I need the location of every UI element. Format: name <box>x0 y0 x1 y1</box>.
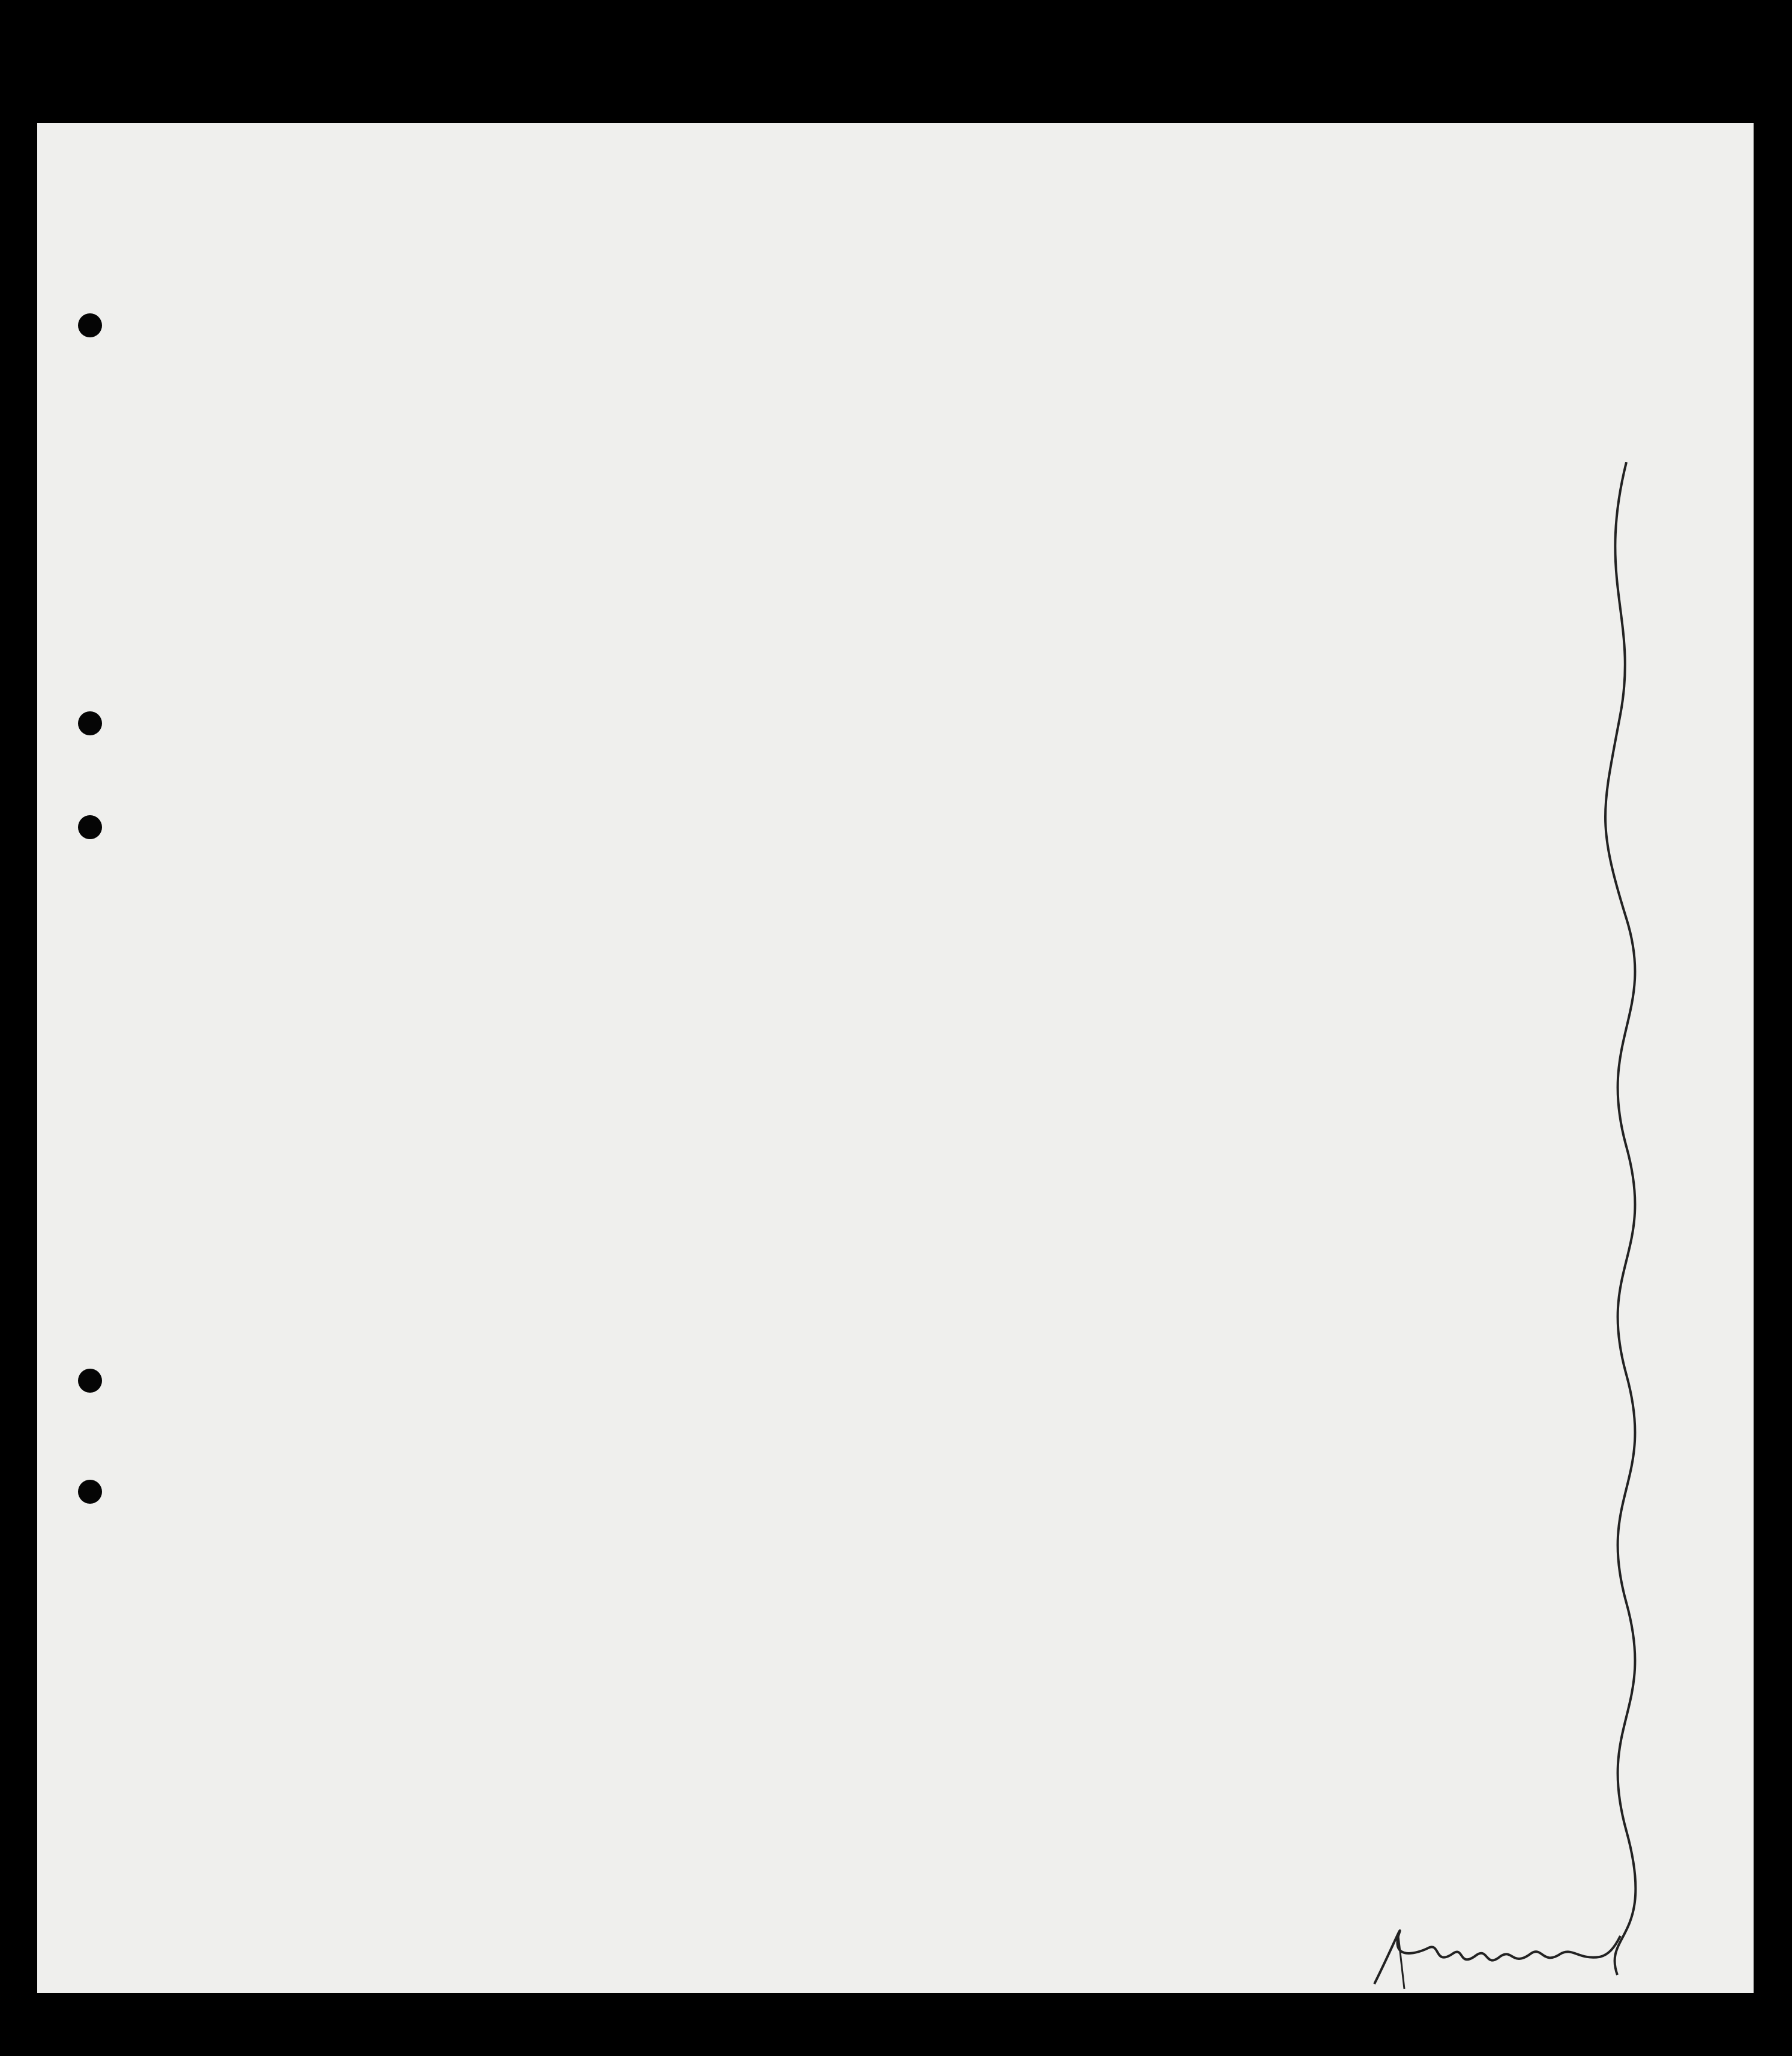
wavy-line-mark <box>1560 462 1680 1987</box>
officer-signature <box>1362 1912 1626 1996</box>
